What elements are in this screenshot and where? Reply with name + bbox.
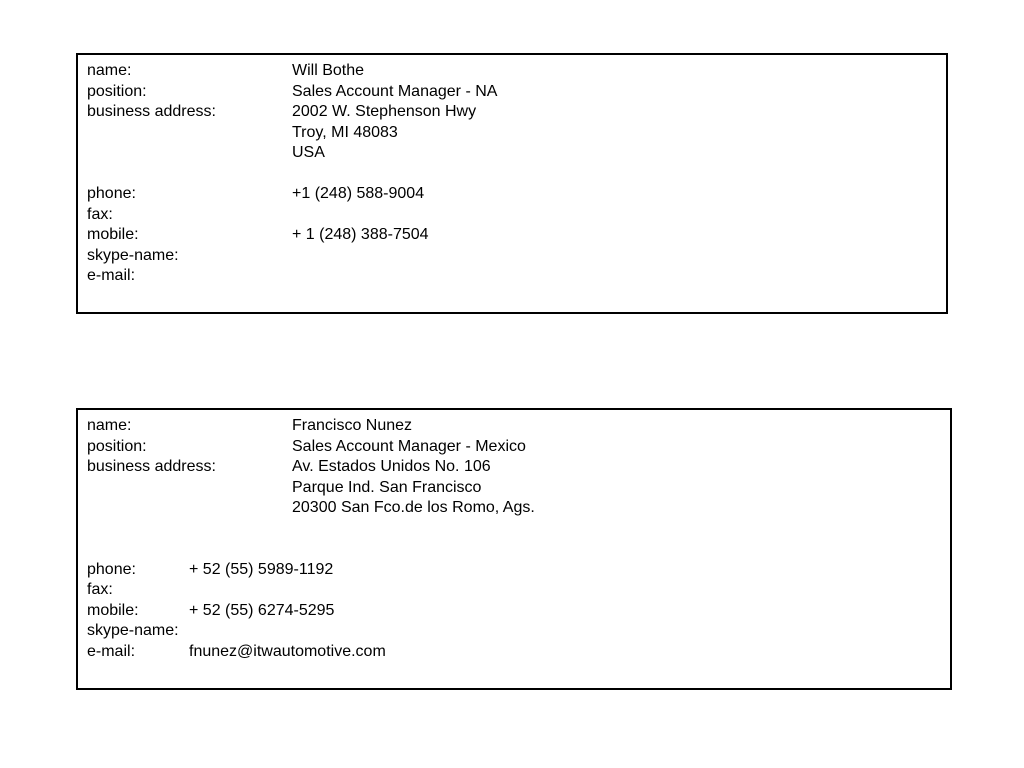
fax-label: fax: [87, 581, 113, 598]
skype-name-label: skype-name: [87, 246, 179, 264]
mobile-label: mobile: [87, 226, 139, 243]
position-label: position: [87, 82, 147, 100]
phone-label: phone: [87, 560, 136, 578]
address-line-3: 20300 San Fco.de los Romo, Ags. [292, 499, 535, 516]
address-line-1: Av. Estados Unidos No. 106 [292, 458, 491, 475]
business-address-label: business address: [87, 458, 216, 475]
name-label: name: [87, 62, 132, 79]
email-value[interactable]: fnunez@itwautomotive.com [189, 642, 386, 660]
phone-value: + 52 (55) 5989-1192 [189, 560, 334, 578]
fax-label: fax: [87, 205, 113, 223]
business-address-label: business address: [87, 103, 216, 120]
address-line-1: 2002 W. Stephenson Hwy [292, 103, 477, 120]
position-value: Sales Account Manager - NA [292, 82, 498, 100]
name-label: name: [87, 417, 132, 434]
position-value: Sales Account Manager - Mexico [292, 437, 526, 455]
email-label: e-mail: [87, 267, 136, 284]
position-label: position: [87, 437, 147, 455]
contact-card-francisco-nunez [76, 408, 952, 690]
name-value: Francisco Nunez [292, 417, 413, 434]
phone-label: phone: [87, 185, 136, 202]
mobile-value: + 52 (55) 6274-5295 [189, 601, 335, 619]
email-label: e-mail: [87, 642, 136, 660]
mobile-label: mobile: [87, 601, 139, 619]
name-value: Will Bothe [292, 62, 365, 79]
phone-value: +1 (248) 588-9004 [292, 185, 425, 202]
contact-card-will-bothe [76, 53, 948, 314]
address-line-2: Troy, MI 48083 [292, 123, 398, 141]
mobile-value: + 1 (248) 388-7504 [292, 226, 429, 243]
address-line-3: USA [292, 144, 325, 161]
skype-name-label: skype-name: [87, 622, 179, 639]
address-line-2: Parque Ind. San Francisco [292, 478, 482, 496]
